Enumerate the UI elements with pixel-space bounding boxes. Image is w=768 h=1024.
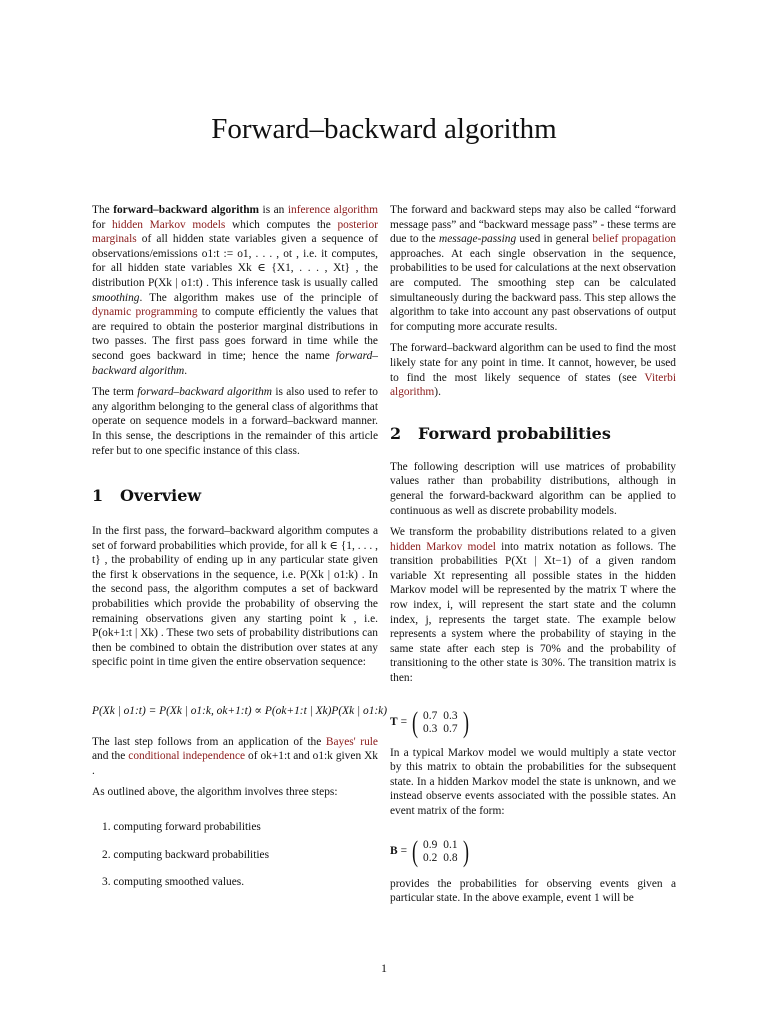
- left-column: [92, 203, 388, 903]
- bayes-paragraph: [92, 735, 378, 779]
- term-italic: forward–backward algorithm: [137, 386, 272, 399]
- text: for: [92, 218, 112, 231]
- matrix-cell: 0.9: [423, 838, 438, 851]
- matrix-label: T: [390, 716, 398, 729]
- matrix-cell: 0.1: [443, 838, 458, 851]
- text: into matrix notation as follows. The transition probabilities P(Xt | Xt−1) of a given random variable Xt representing all possible states in the hidden Markov model will be represented by the matrix T where the row index, i, will represent the start state and the column index, j, represents the target state. The example below represents a system where the probability of staying in the same state after each step is 70% and the probability of transitioning to the other state is 30%. The transition matrix is then:: [390, 540, 676, 685]
- transition-matrix: [390, 704, 676, 742]
- page-number: 1: [381, 961, 387, 975]
- section-heading-overview: [92, 486, 378, 506]
- text: used in general: [516, 233, 593, 246]
- link-conditional-independence[interactable]: conditional independence: [128, 750, 246, 763]
- overview-paragraph: In the first pass, the forward–backward algorithm computes a set of forward probabilities which provide, for all k ∈ {1, . . . , t} , the probability of ending up in any particular state given the first k observations in the sequence, i.e. P(Xk | o1:k) . In the second pass, the algorithm computes a set of backward probabilities which provide the probability of observing the remaining observations given any starting point k , i.e. P(ok+1:t | Xk) . These two sets of probability distributions can then be combined to obtain the distribution over states at any specific point in time given the entire observation sequence:: [92, 525, 378, 669]
- event-probabilities-paragraph: provides the probabilities for observing events given a particular state. In the above example, event 1 will be: [390, 877, 676, 905]
- matrix-table: [420, 839, 461, 865]
- list-item: 2. computing backward probabilities: [102, 848, 270, 861]
- text: . The algorithm makes use of the principle of: [139, 291, 378, 304]
- list-item: 3. computing smoothed values.: [102, 876, 245, 889]
- steps-list: [92, 820, 378, 890]
- text: is an: [259, 204, 288, 216]
- link-posterior-marginals[interactable]: posterior marginals: [92, 218, 378, 246]
- matrix-table: [420, 710, 461, 736]
- matrix-cell: 0.8: [443, 851, 458, 864]
- viterbi-paragraph: [390, 341, 676, 399]
- text: The term: [92, 386, 138, 399]
- right-paren: ): [462, 834, 469, 868]
- text: of all hidden state variables given a sequence of observations/emissions o1:t := o1, . . . , ot , i.e. it computes, for all hidden state variables Xk ∈ {X1, . . . , Xt} , the distribution P(Xk | o1:t) . This inference task is usually called: [92, 233, 378, 289]
- text: approaches. At each single observation in the sequence, probabilities to be used for calculations at the next observation are computed. The smoothing step can be calculated simultaneously during the backward pass. This step allows the algorithm to take into account any past observations of output for computing more accurate results.: [390, 247, 676, 333]
- matrix-cell: 0.7: [423, 709, 438, 722]
- steps-intro: As outlined above, the algorithm involves three steps:: [92, 786, 338, 799]
- event-matrix: [390, 833, 676, 871]
- matrix-cell: 0.3: [443, 709, 458, 722]
- section-number: 1: [92, 486, 104, 506]
- section-heading-forward-probabilities: [390, 424, 676, 444]
- matrix-body: [410, 834, 471, 868]
- list-item: 1. computing forward probabilities: [102, 821, 261, 833]
- term-italic: forward–backward algorithm: [92, 349, 378, 377]
- link-hidden-markov-models[interactable]: hidden Markov models: [111, 218, 226, 231]
- message-pass-paragraph: [390, 203, 676, 334]
- text: which computes the: [225, 218, 338, 231]
- text: to compute efficiently the values that are required to obtain the posterior marginal distributions in two passes. The first pass goes forward in time while the second goes backward in time; hence the name: [92, 306, 378, 362]
- text: The: [92, 204, 114, 216]
- page-title: Forward–backward algorithm: [211, 113, 557, 145]
- matrix-label: B: [390, 845, 398, 858]
- matrices-intro-paragraph: The following description will use matrices of probability values rather than probability distributions, although in general the forward-backward algorithm can be applied to continuous as well as discrete probability models.: [390, 460, 676, 517]
- text: ).: [434, 386, 441, 399]
- matrix-cell: 0.3: [423, 722, 438, 735]
- text: The last step follows from an application of the: [92, 735, 326, 748]
- text: We transform the probability distributions related to a given: [390, 526, 676, 539]
- equals-sign: =: [400, 845, 408, 858]
- link-viterbi-algorithm[interactable]: Viterbi algorithm: [390, 371, 676, 399]
- link-dynamic-programming[interactable]: dynamic programming: [92, 306, 198, 319]
- left-paren: (: [412, 705, 419, 739]
- smoothing-equation: P(Xk | o1:t) = P(Xk | o1:k, ok+1:t) ∝ P(ok+1:t | Xk)P(Xk | o1:k): [92, 705, 388, 718]
- left-paren: (: [412, 834, 419, 868]
- section-number: 2: [390, 423, 402, 443]
- text: The forward–backward algorithm can be used to find the most likely state for any point in time. It cannot, however, be used to find the most likely sequence of states (see: [390, 342, 676, 384]
- intro-paragraph: [92, 203, 378, 378]
- event-matrix-intro: In a typical Markov model we would multiply a state vector by this matrix to obtain the probabilities for the subsequent state. In a hidden Markov model the state is unknown, and we instead observe events associated with the possible states. An event matrix of the form:: [390, 746, 676, 817]
- section-title: Overview: [120, 486, 202, 506]
- text: is also used to refer to any algorithm belonging to the general class of algorithms that operate on sequence models in a forward–backward manner. In this sense, the descriptions in the remainder of this article refer but to one specific instance of this class.: [92, 386, 378, 457]
- link-belief-propagation[interactable]: belief propagation: [592, 233, 677, 246]
- equals-sign: =: [400, 716, 408, 729]
- matrix-body: [410, 705, 471, 739]
- term-italic: message-passing: [438, 233, 517, 246]
- matrix-cell: 0.2: [423, 851, 438, 864]
- right-paren: ): [462, 705, 469, 739]
- right-column: [390, 203, 676, 913]
- transition-paragraph: [390, 525, 676, 686]
- text: The forward and backward steps may also be called “forward message pass” and “backward message pass” - these terms are due to the: [390, 204, 676, 246]
- link-inference-algorithm[interactable]: inference algorithm: [287, 204, 378, 216]
- matrix-cell: 0.7: [443, 722, 458, 735]
- term-paragraph: [92, 385, 378, 458]
- text: and the: [92, 750, 129, 763]
- link-bayes-rule[interactable]: Bayes' rule: [325, 735, 378, 748]
- section-title: Forward probabilities: [418, 423, 611, 443]
- term-italic: smoothing: [92, 291, 140, 304]
- link-hidden-markov-model[interactable]: hidden Markov model: [390, 540, 496, 553]
- term-bold: forward–backward algorithm: [113, 204, 260, 216]
- text: .: [184, 364, 188, 377]
- text: of ok+1:t and o1:k given Xk .: [92, 750, 378, 777]
